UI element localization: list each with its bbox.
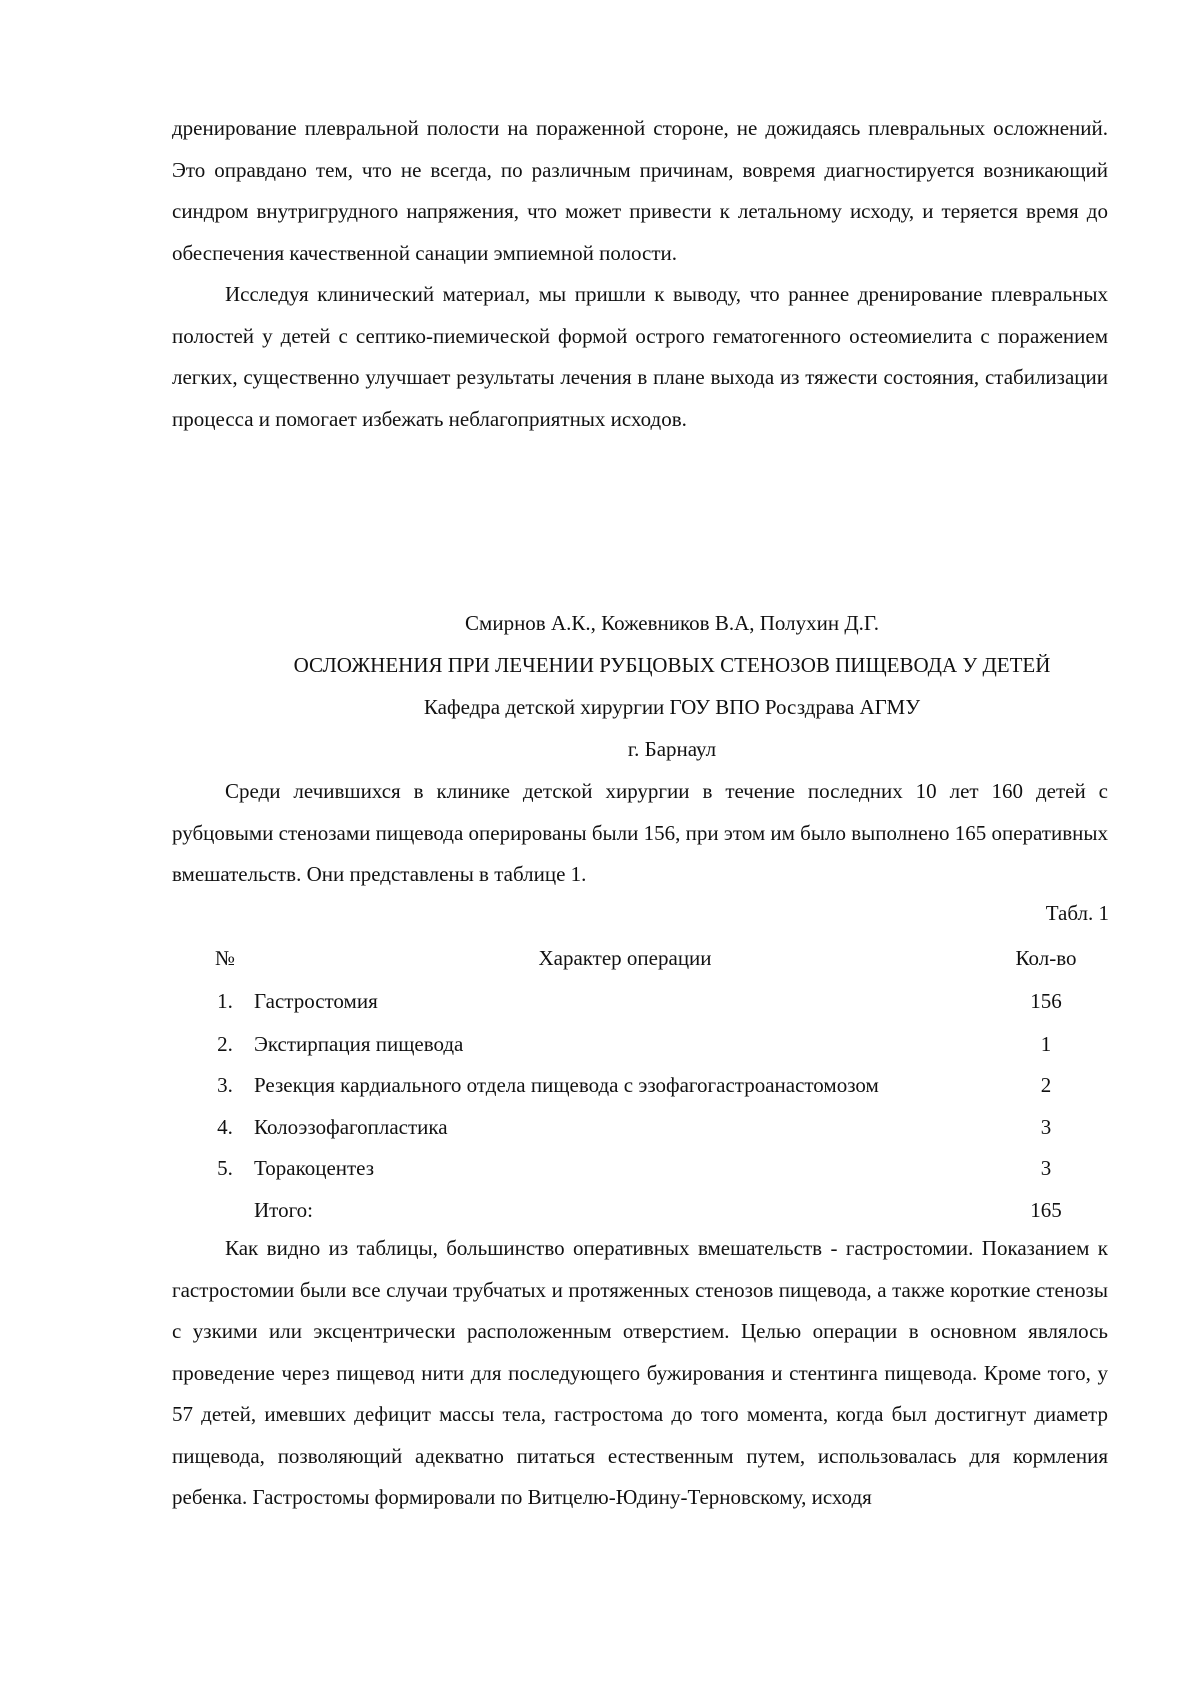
operations-table xyxy=(196,938,1096,1231)
total-count: 165 xyxy=(1030,1197,1062,1222)
row-num: 3. xyxy=(217,1073,233,1098)
table-row xyxy=(196,1065,1096,1107)
total-num xyxy=(196,1190,254,1232)
row-operation: Колоэзофагопластика xyxy=(254,1114,448,1139)
row-operation: Торакоцентез xyxy=(254,1156,375,1181)
article-intro xyxy=(172,771,1108,896)
row-operation: Экстирпация пищевода xyxy=(254,1031,464,1056)
body-paragraph: Исследуя клинический материал, мы пришли к выводу, что раннее дренирование плевральных полостей у детей с септико-пиемической формой острого гематогенного остеомиелита с поражением легких, существенно улучшает результаты лечения в плане выхода из тяжести состояния, стабилизации процесса и помогает избежать неблагоприятных исходов. xyxy=(172,282,1108,431)
table-header-row xyxy=(196,938,1096,980)
row-count: 3 xyxy=(1040,1156,1052,1181)
row-operation: Резекция кардиального отдела пищевода с эзофагогастроанастомозом xyxy=(254,1073,879,1098)
previous-article-conclusion xyxy=(172,108,1108,440)
row-count: 156 xyxy=(1030,989,1062,1013)
article-title: ОСЛОЖНЕНИЯ ПРИ ЛЕЧЕНИИ РУБЦОВЫХ СТЕНОЗОВ ПИЩЕВОДА У ДЕТЕЙ xyxy=(293,653,1051,677)
row-operation: Гастростомия xyxy=(254,989,378,1013)
row-num: 5. xyxy=(217,1156,233,1181)
article-discussion xyxy=(172,1228,1108,1519)
table-label: Табл. 1 xyxy=(1045,901,1109,925)
article-affiliation: Кафедра детской хирургии ГОУ ВПО Росздрава АГМУ xyxy=(423,695,921,719)
article-city: г. Барнаул xyxy=(627,737,717,761)
article-authors: Смирнов А.К., Кожевников В.А, Полухин Д.Г. xyxy=(465,611,879,635)
header-num: № xyxy=(214,946,236,971)
header-operation: Характер операции xyxy=(538,946,712,971)
row-num: 2. xyxy=(217,1031,233,1056)
row-num: 4. xyxy=(217,1114,233,1139)
body-paragraph: Как видно из таблицы, большинство оперативных вмешательств - гастростомии. Показанием к гастростомии были все случаи трубчатых и протяженных стенозов пищевода, а также короткие стенозы с узкими или эксцентрически расположенным отверстием. Целью операции в основном являлось проведение через пищевод нити для последующего бужирования и стентинга пищевода. Кроме того, у 57 детей, имевших дефицит массы тела, гастростома до того момента, когда был достигнут диаметр пищевода, позволяющий адекватно питаться естественным путем, использовалась для кормления ребенка. Гастростомы формировали по Витцелю-Юдину-Терновскому, исходя xyxy=(172,1236,1108,1509)
table-row xyxy=(196,980,1096,1024)
row-count: 1 xyxy=(1040,1031,1052,1056)
header-count: Кол-во xyxy=(1015,946,1077,971)
table-row xyxy=(196,1024,1096,1066)
row-count: 2 xyxy=(1040,1073,1052,1098)
table-total-row xyxy=(196,1190,1096,1232)
table-row xyxy=(196,1148,1096,1190)
body-paragraph: дренирование плевральной полости на пораженной стороне, не дожидаясь плевральных осложнений. Это оправдано тем, что не всегда, по различным причинам, вовремя диагностируется возникающий синдром внутригрудного напряжения, что может привести к летальному исходу, и теряется время до обеспечения качественной санации эмпиемной полости. xyxy=(172,116,1108,265)
row-num: 1. xyxy=(217,989,233,1013)
row-count: 3 xyxy=(1040,1114,1052,1139)
table-row xyxy=(196,1107,1096,1149)
total-label: Итого: xyxy=(254,1197,313,1222)
body-paragraph: Среди лечившихся в клинике детской хирургии в течение последних 10 лет 160 детей с рубцовыми стенозами пищевода оперированы были 156, при этом им было выполнено 165 оперативных вмешательств. Они представлены в таблице 1. xyxy=(172,779,1108,886)
